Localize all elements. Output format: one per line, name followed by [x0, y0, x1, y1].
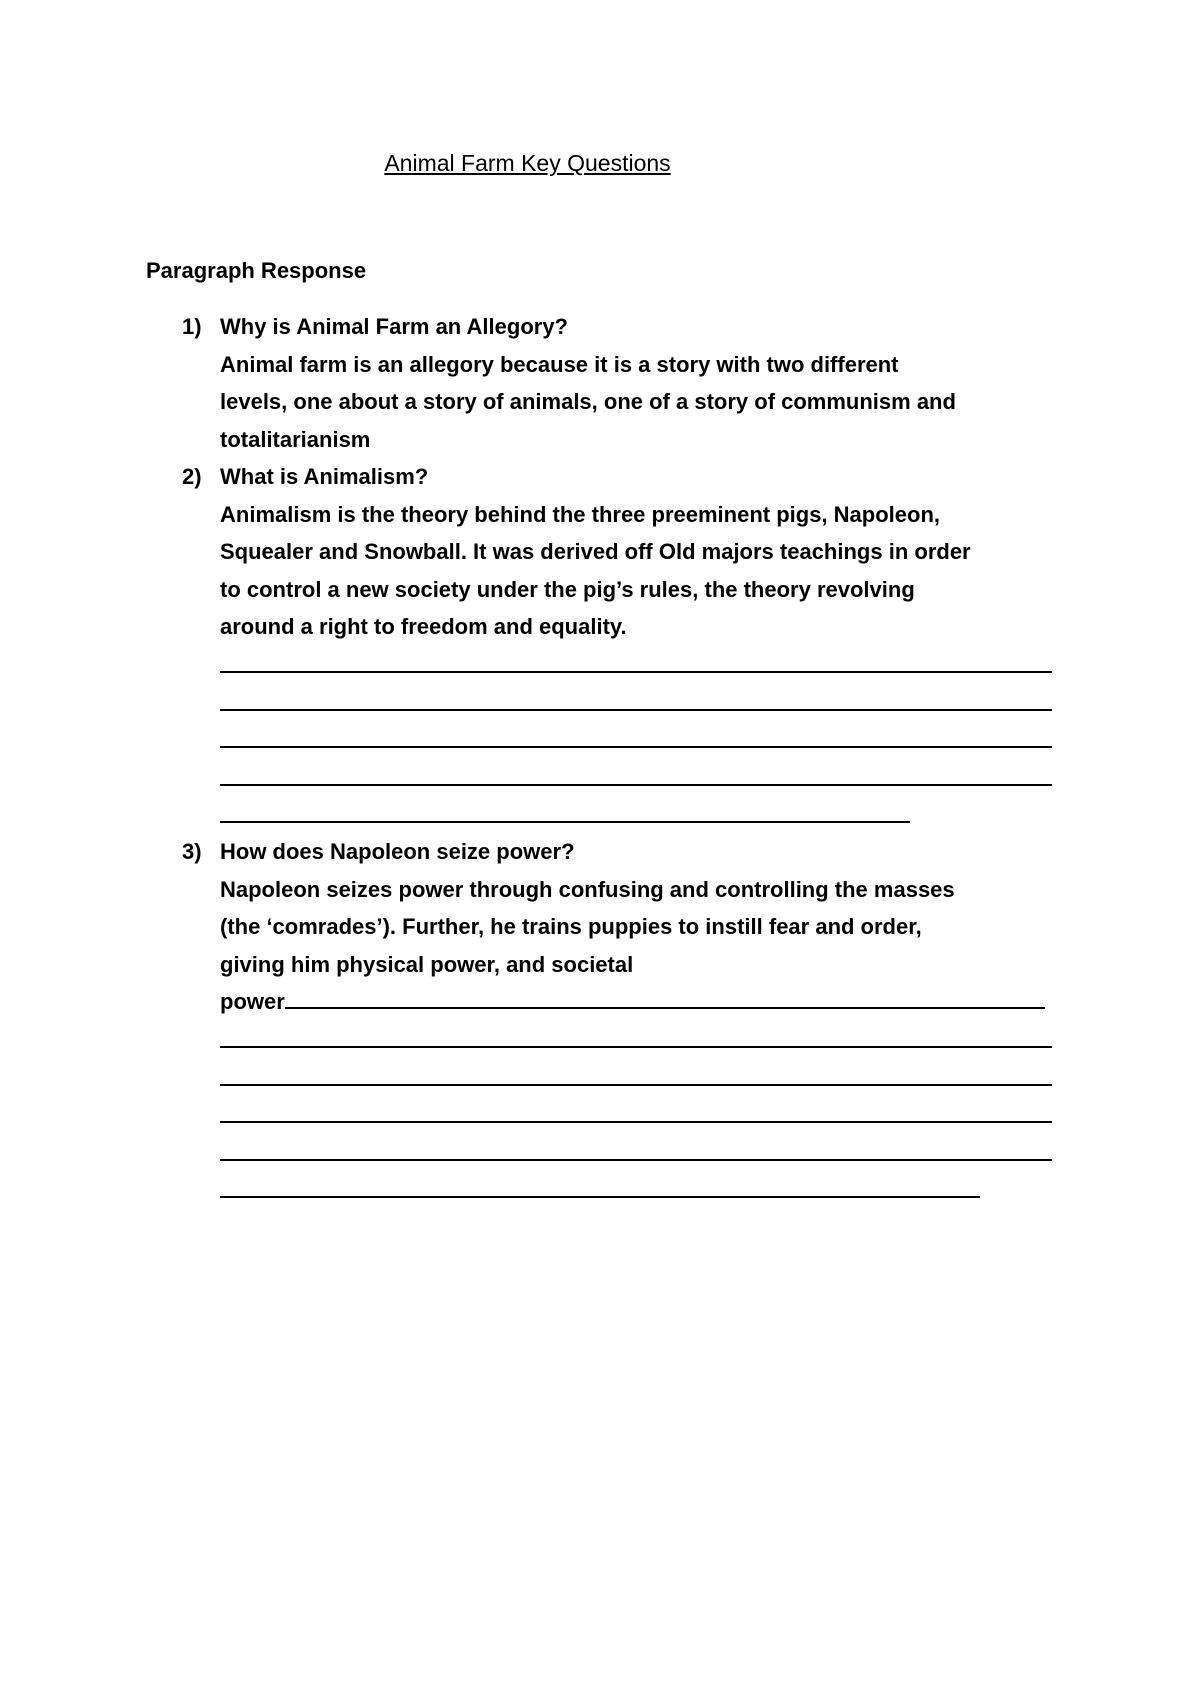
writing-line: [220, 1021, 1066, 1059]
answer-line: levels, one about a story of animals, one of a story of communism and: [220, 389, 956, 414]
answer-line: Napoleon seizes power through confusing and controlling the masses: [220, 876, 955, 902]
writing-line: [220, 721, 1066, 759]
document-title: Animal Farm Key Questions: [384, 150, 671, 176]
question-number: 2): [182, 464, 202, 489]
answer-line: giving him physical power, and societal: [220, 951, 634, 977]
question-number: 3): [182, 839, 202, 864]
question-item-1: [146, 308, 1066, 458]
writing-line: [220, 1058, 1066, 1096]
answer-line: Animalism is the theory behind the three preeminent pigs, Napoleon,: [220, 501, 941, 527]
answer-last-word: power: [220, 989, 285, 1014]
answer-text: [220, 346, 1066, 459]
answer-line: totalitarianism: [220, 426, 371, 452]
question-number: 1): [182, 314, 202, 339]
writing-line: [220, 1096, 1066, 1134]
writing-line: [220, 1171, 1066, 1209]
answer-text: [220, 496, 1066, 646]
question-item-2: [146, 458, 1066, 833]
writing-line: [285, 985, 1045, 1009]
writing-line: [220, 1133, 1066, 1171]
question-text: How does Napoleon seize power?: [220, 839, 575, 864]
answer-line: (the ‘comrades’). Further, he trains puppies to instill fear and order,: [220, 914, 922, 939]
question-item-3: [146, 833, 1066, 1208]
question-list: [146, 308, 1066, 1208]
section-heading: Paragraph Response: [146, 258, 367, 283]
writing-line: [220, 683, 1066, 721]
answer-line: around a right to freedom and equality.: [220, 614, 627, 639]
question-text: Why is Animal Farm an Allegory?: [220, 314, 568, 339]
writing-line: [220, 796, 1066, 834]
writing-lines: [220, 646, 1066, 834]
answer-line: Animal farm is an allegory because it is a story with two different: [220, 351, 899, 377]
answer-text: [220, 871, 1066, 1021]
answer-line: to control a new society under the pig’s rules, the theory revolving: [220, 576, 915, 602]
writing-line: [220, 646, 1066, 684]
writing-line: [220, 758, 1066, 796]
answer-line-with-blank: [220, 983, 1066, 1021]
answer-line: Squealer and Snowball. It was derived off Old majors teachings in order: [220, 539, 971, 564]
question-text: What is Animalism?: [220, 464, 429, 489]
writing-lines: [220, 1021, 1066, 1209]
